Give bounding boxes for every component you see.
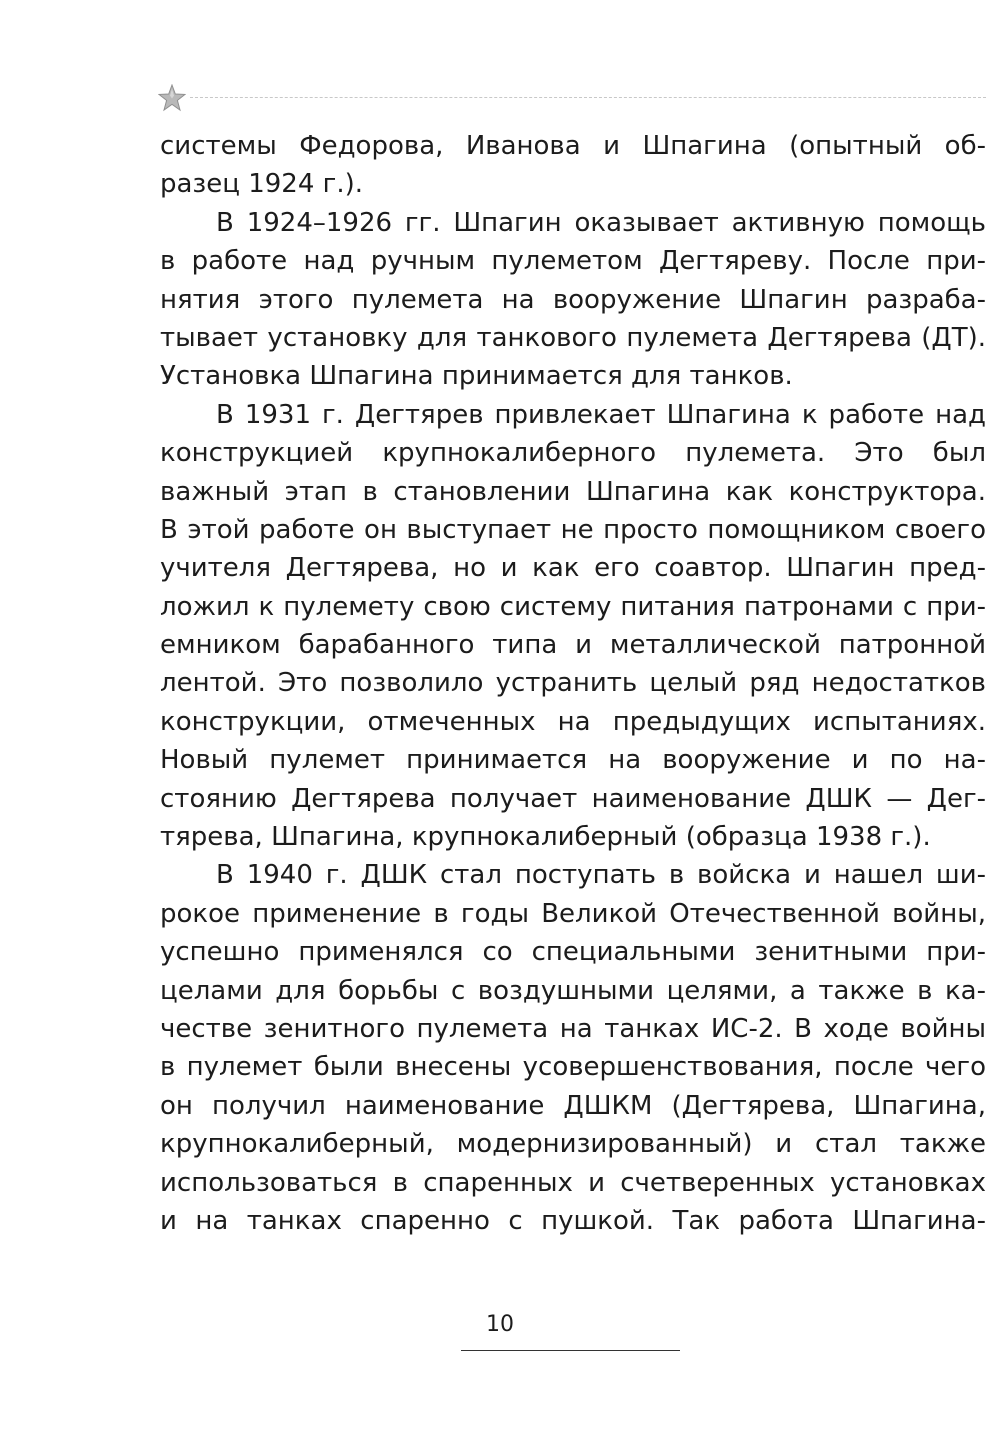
text-line: В этой работе он выступает не просто помощником своего — [160, 514, 986, 545]
star-icon — [158, 84, 186, 112]
text-line: ложил к пулемету свою систему питания патронами с при- — [160, 591, 986, 622]
paragraph — [160, 396, 986, 857]
paragraph — [160, 127, 986, 204]
text-line: успешно применялся со специальными зенитными при- — [160, 937, 986, 968]
paragraph — [160, 856, 986, 1240]
paragraph — [160, 204, 986, 396]
text-line: стоянию Дегтярева получает наименование ДШК — Дег- — [160, 783, 986, 814]
text-line: конструкции, отмеченных на предыдущих испытаниях. — [160, 706, 986, 737]
text-line: и на танках спаренно с пушкой. Так работа Шпагина- — [160, 1205, 986, 1236]
text-line: честве зенитного пулемета на танках ИС-2. В ходе войны — [160, 1013, 986, 1044]
text-line: учителя Дегтярева, но и как его соавтор. Шпагин пред- — [160, 553, 986, 584]
text-line: В 1940 г. ДШК стал поступать в войска и нашел ши- — [216, 860, 986, 891]
text-line: лентой. Это позволило устранить целый ряд недостатков — [160, 668, 986, 699]
text-line: Новый пулемет принимается на вооружение и по на- — [160, 745, 986, 776]
footer-rule — [461, 1350, 680, 1351]
text-line: в работе над ручным пулеметом Дегтяреву. После при- — [160, 246, 986, 277]
text-line: в пулемет были внесены усовершенствования, после чего — [160, 1052, 986, 1083]
page-number: 10 — [486, 1312, 514, 1337]
text-line: конструкцией крупнокалиберного пулемета. Это был — [160, 438, 986, 469]
text-line: В 1924–1926 гг. Шпагин оказывает активную помощь — [216, 207, 986, 238]
text-line: использоваться в спаренных и счетверенных установках — [160, 1167, 986, 1198]
header-ornament — [158, 84, 988, 112]
text-line: нятия этого пулемета на вооружение Шпагин разраба- — [160, 284, 986, 315]
header-rule — [190, 97, 986, 98]
text-line: важный этап в становлении Шпагина как конструктора. — [160, 476, 986, 507]
text-line: тярева, Шпагина, крупнокалиберный (образца 1938 г.). — [160, 822, 931, 853]
text-line: целами для борьбы с воздушными целями, а также в ка- — [160, 975, 986, 1006]
text-line: системы Федорова, Иванова и Шпагина (опытный об- — [160, 131, 986, 161]
text-line: В 1931 г. Дегтярев привлекает Шпагина к работе над — [216, 399, 986, 430]
text-line: разец 1924 г.). — [160, 169, 363, 200]
text-line: крупнокалиберный, модернизированный) и стал также — [160, 1129, 986, 1160]
text-line: Установка Шпагина принимается для танков. — [160, 361, 793, 392]
page-body — [160, 127, 986, 1240]
text-line: емником барабанного типа и металлической патронной — [160, 630, 986, 661]
text-line: рокое применение в годы Великой Отечественной войны, — [160, 898, 986, 929]
text-line: он получил наименование ДШКМ (Дегтярева, Шпагина, — [160, 1090, 986, 1121]
text-line: тывает установку для танкового пулемета Дегтярева (ДТ). — [160, 322, 986, 353]
